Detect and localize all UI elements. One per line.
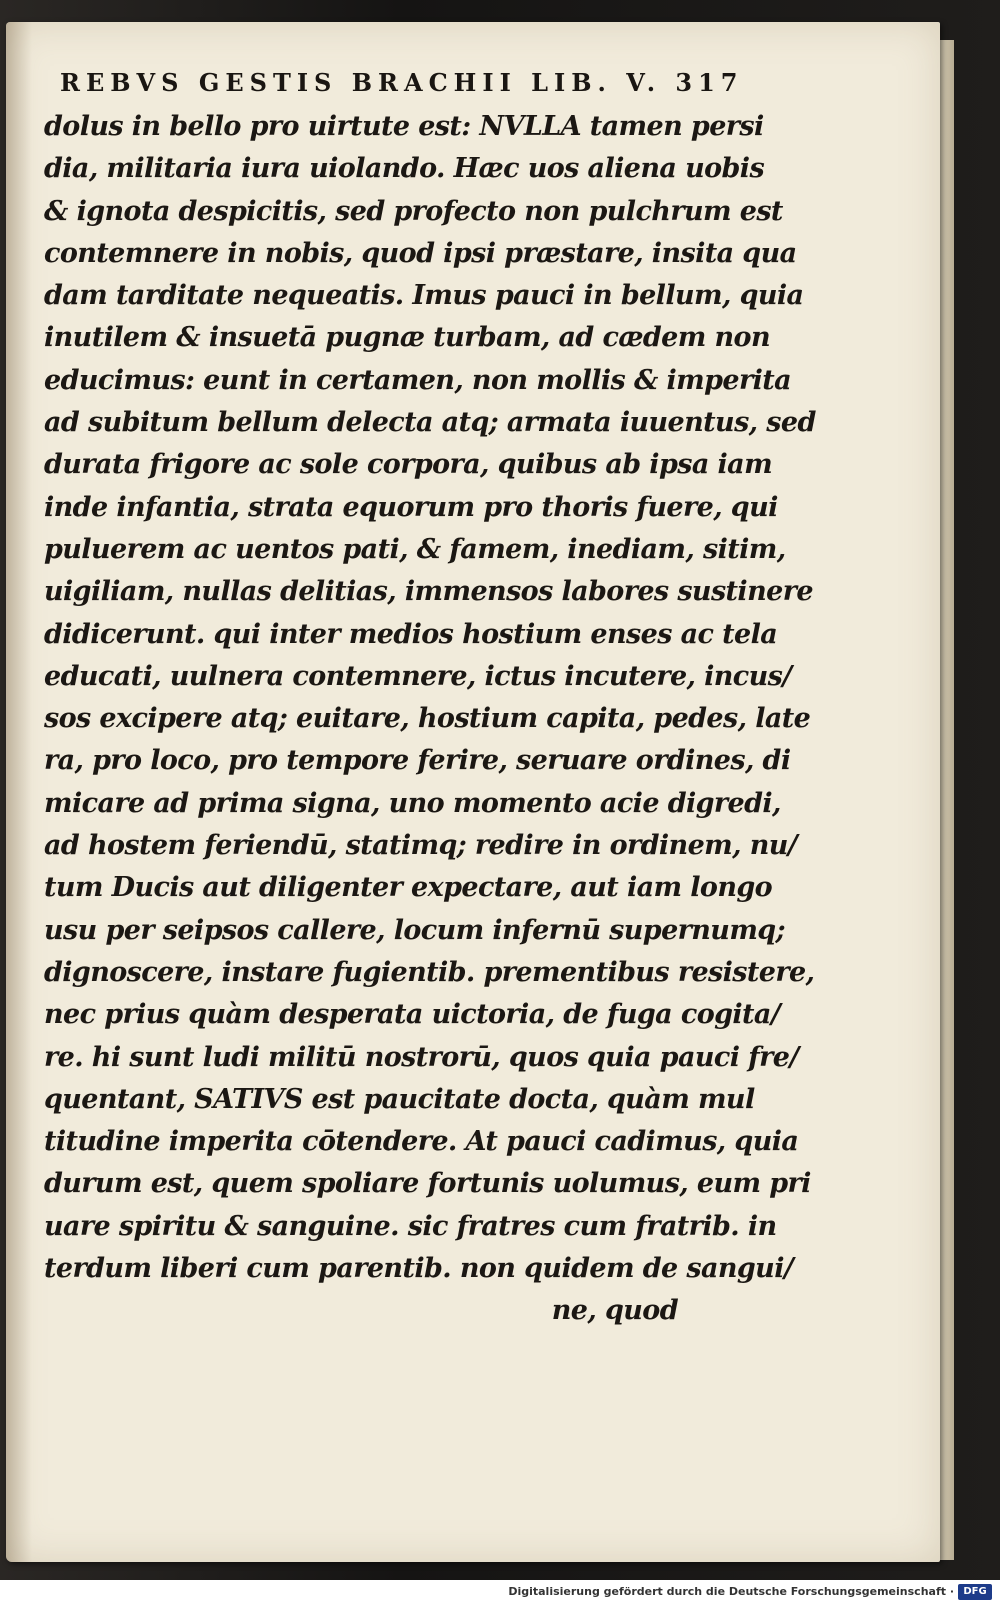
text-line: durata frigore ac sole corpora, quibus ab ipsa iam	[44, 449, 773, 481]
text-line: ad hostem feriendū, statimq; redire in ordinem, nu/	[44, 830, 798, 862]
text-line: dia, militaria iura uiolando. Hæc uos aliena uobis	[44, 153, 765, 185]
text-line: didicerunt. qui inter medios hostium enses ac tela	[44, 618, 778, 650]
text-line: educimus: eunt in certamen, non mollis & imperita	[44, 364, 792, 396]
funding-notice: Digitalisierung gefördert durch die Deutsche Forschungsgemeinschaft ·	[508, 1585, 954, 1598]
footer-bar	[0, 1580, 1000, 1605]
text-line: uare spiritu & sanguine. sic fratres cum fratrib. in	[44, 1210, 777, 1242]
text-line: micare ad prima signa, uno momento acie digredi,	[44, 787, 781, 819]
dfg-logo: DFG	[958, 1584, 992, 1600]
text-line: sos excipere atq; euitare, hostium capita, pedes, late	[44, 703, 811, 735]
running-title: REBVS GESTIS BRACHII LIB. V. 317	[60, 68, 744, 97]
text-line: dolus in bello pro uirtute est: NVLLA tamen persi	[44, 111, 764, 142]
text-line: nec prius quàm desperata uictoria, de fuga cogita/	[44, 999, 781, 1031]
text-line: inutilem & insuetā pugnæ turbam, ad cædem non	[44, 322, 770, 354]
text-line: ad subitum bellum delecta atq; armata iuuentus, sed	[44, 407, 816, 439]
text-line: dam tarditate nequeatis. Imus pauci in bellum, quia	[44, 280, 804, 312]
text-line: ra, pro loco, pro tempore ferire, seruare ordines, di	[44, 745, 791, 777]
text-line: terdum liberi cum parentib. non quidem de sangui/	[44, 1253, 794, 1285]
text-line: dignoscere, instare fugientib. prementibus resistere,	[44, 956, 815, 988]
text-line: contemnere in nobis, quod ipsi præstare, insita qua	[44, 237, 797, 269]
text-line: durum est, quem spoliare fortunis uolumus, eum pri	[44, 1168, 811, 1200]
text-line: educati, uulnera contemnere, ictus incutere, incus/	[44, 660, 792, 692]
text-line: tum Ducis aut diligenter expectare, aut iam longo	[44, 872, 773, 904]
text-line: re. hi sunt ludi militū nostrorū, quos quia pauci fre/	[44, 1041, 799, 1073]
text-line: titudine imperita cōtendere. At pauci cadimus, quia	[44, 1126, 799, 1158]
text-line: usu per seipsos callere, locum infernū supernumq;	[44, 914, 785, 946]
text-line: quentant, SATIVS est paucitate docta, quàm mul	[44, 1083, 755, 1115]
text-line: inde infantia, strata equorum pro thoris fuere, qui	[44, 491, 778, 523]
text-line: & ignota despicitis, sed profecto non pulchrum est	[44, 195, 783, 227]
body-text	[44, 106, 816, 1333]
catchword: ne, quod	[551, 1295, 678, 1327]
text-line: puluerem ac uentos pati, & famem, inediam, sitim,	[44, 533, 786, 565]
text-line: uigiliam, nullas delitias, immensos labores sustinere	[44, 576, 813, 608]
